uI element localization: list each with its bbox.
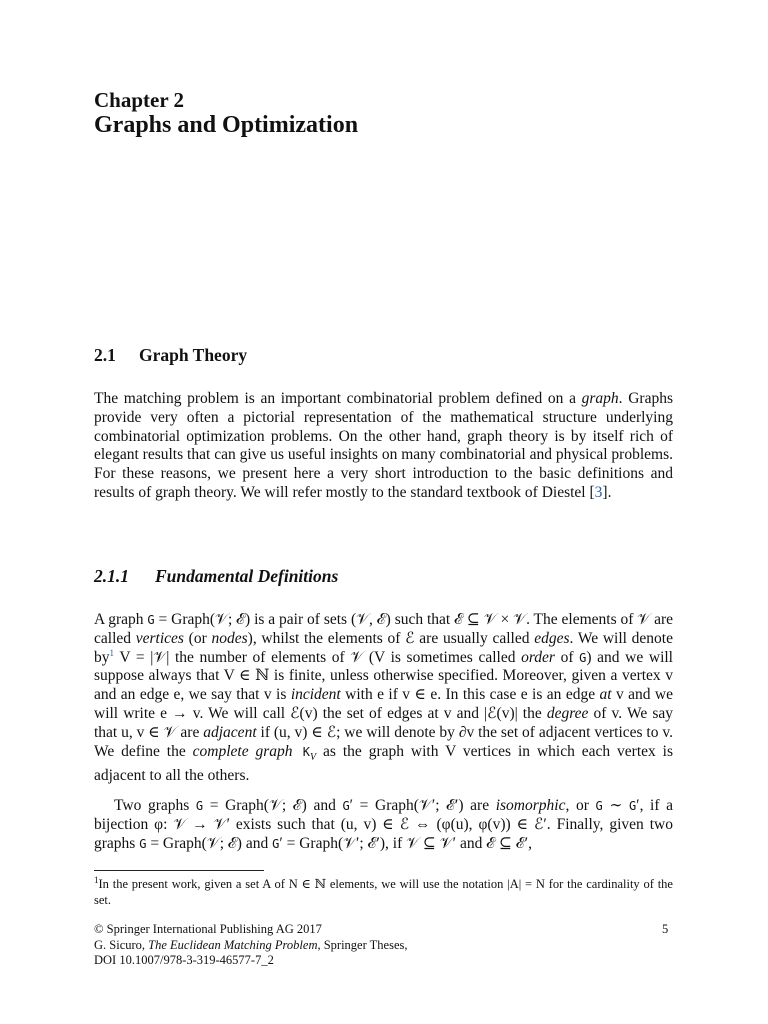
subsection-title: Fundamental Definitions: [155, 566, 339, 586]
section-heading: [94, 345, 247, 366]
footnote-mark: 1: [94, 874, 99, 885]
footnote-ref[interactable]: 1: [109, 647, 114, 658]
section-title: Graph Theory: [139, 345, 248, 365]
citation-link[interactable]: 3: [594, 483, 603, 501]
chapter-title: Graphs and Optimization: [94, 112, 359, 138]
subsection-heading: [94, 566, 338, 587]
doi-line: DOI 10.1007/978-3-319-46577-7_2: [94, 953, 274, 967]
footnote: [94, 874, 673, 908]
author-line: G. Sicuro, The Euclidean Matching Problem, Springer Theses,: [94, 937, 408, 952]
section-number: 2.1: [94, 345, 116, 365]
copyright-line: © Springer International Publishing AG 2017: [94, 922, 322, 936]
isomorphism-paragraph: Two graphs G = Graph(𝒱; ℰ) and G′ = Graph(𝒱′; ℰ′) are isomorphic, or G ∼ G′, if a bijection φ: 𝒱 → 𝒱′ exists such that (u, v) ∈ ℰ ⇔ (φ(u), φ(v)) ∈ ℰ′. Finally, given two graphs G = Graph(𝒱; ℰ) and G′ = Graph(𝒱′; ℰ′), if 𝒱 ⊆ 𝒱′ and ℰ ⊆ ℰ′,: [94, 797, 674, 852]
page-number: 5: [662, 922, 669, 936]
footnote-divider: [94, 870, 264, 871]
intro-paragraph: The matching problem is an important combinatorial problem defined on a graph. Graphs provide very often a pictorial representation of the mathematical structure underlying combinatorial optimization problems. On the other hand, graph theory is by itself rich of elegant results that can give us useful insights on many combinatorial and physical problems. For these reasons, we present here a very short introduction to the basic definitions and results of graph theory. We will refer mostly to the standard textbook of Diestel [3].: [94, 390, 673, 501]
footnote-text: In the present work, given a set A of N ∈ ℕ elements, we will use the notation |A| = N for the cardinality of the set.: [94, 877, 673, 907]
imprint: [94, 922, 408, 969]
chapter-label: Chapter 2: [94, 88, 185, 112]
definitions-paragraph: A graph G = Graph(𝒱; ℰ) is a pair of sets (𝒱, ℰ) such that ℰ ⊆ 𝒱 × 𝒱. The elements of 𝒱 are called vertices (or nodes), whilst the elements of ℰ are usually called edges. We will denote $by^1$ V = |𝒱| the number of elements of 𝒱 (V is sometimes called order of G) and we will suppose always that V ∈ ℕ is finite, unless otherwise specified. Moreover, given a vertex v and an edge e, we say that v is incident with e if v ∈ e. In this case e is an edge at v and we will write e → v. We will call ℰ(v) the set of edges at v and |ℰ(v)| the degree of v. We say that u, v ∈ 𝒱 are adjacent if (u, v) ∈ ℰ; we will denote by ∂v the set of adjacent vertices to v. We define the complete graph $K_V$ as the graph with V vertices in which each vertex is adjacent to all the others.: [94, 611, 674, 785]
subsection-number: 2.1.1: [94, 566, 129, 586]
